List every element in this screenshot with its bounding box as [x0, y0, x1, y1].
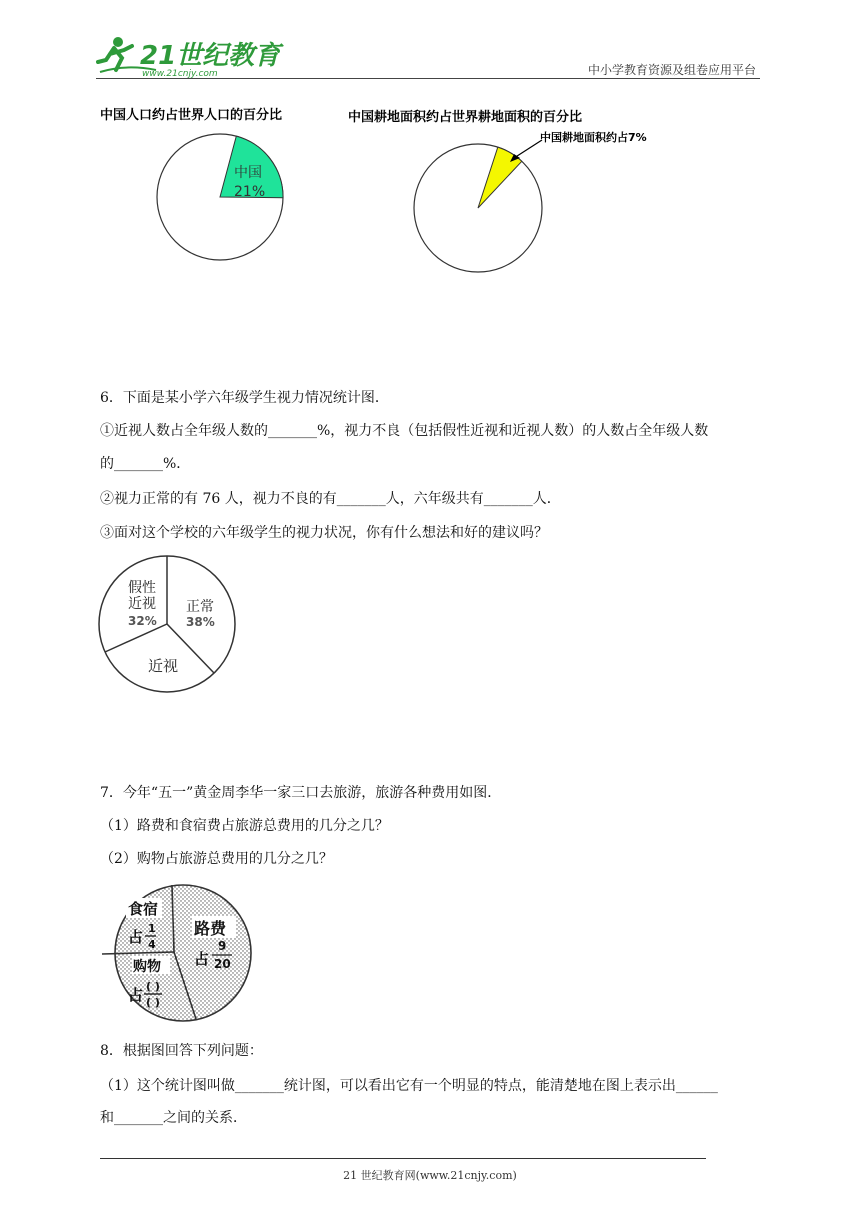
chart-caption-population: 中国人口约占世界人口的百分比	[100, 108, 283, 123]
svg-text:21世纪教育: 21世纪教育	[140, 41, 281, 71]
q8-line2: 和_______之间的关系．	[100, 1110, 247, 1126]
label-jinshi: 近视	[148, 657, 179, 675]
q6-line4: ③面对这个学校的六年级学生的视力状况，你有什么想法和好的建议吗？	[100, 525, 548, 541]
label-zhengchang-pct: 38%	[186, 615, 215, 629]
label-lufei: 路费	[194, 919, 227, 938]
chart-caption-farmland: 中国耕地面积约占世界耕地面积的百分比	[348, 110, 583, 125]
farmland-pie-chart	[410, 124, 680, 274]
q7-title: 7．今年“五一”黄金周李华一家三口去旅游，旅游各种费用如图．	[100, 785, 502, 801]
frac-gouwu-num: ( )	[146, 980, 160, 993]
label-zhengchang: 正常	[186, 599, 214, 615]
vision-pie-chart	[96, 555, 242, 697]
header-divider	[96, 78, 760, 79]
q6-line3: ②视力正常的有 76 人，视力不良的有_______人，六年级共有_______人．	[100, 491, 561, 507]
svg-text:www.21cnjy.com: www.21cnjy.com	[142, 69, 218, 79]
footer-text: 21 世纪教育网(www.21cnjy.com)	[343, 1169, 517, 1182]
q6-line1: ①近视人数占全年级人数的_______%，视力不良（包括假性近视和近视人数）的人数占全年级人数	[100, 423, 709, 439]
population-pie-chart	[150, 130, 300, 274]
q8-title: 8．根据图回答下列问题：	[100, 1043, 263, 1059]
label-shisu-zhan: 占	[128, 928, 144, 946]
label-gouwu: 购物	[133, 959, 161, 975]
q6-title: 6．下面是某小学六年级学生视力情况统计图．	[100, 390, 389, 406]
label-jiaxing-1: 假性	[128, 580, 156, 596]
frac-shisu-num: 1	[148, 922, 156, 935]
q6-line2: 的_______%．	[100, 456, 191, 472]
label-jiaxing-2: 近视	[128, 596, 156, 612]
q7-q2: （2）购物占旅游总费用的几分之几？	[100, 851, 333, 867]
q8-line1: （1）这个统计图叫做_______统计图，可以看出它有一个明显的特点，能清楚地在图上表示出______	[100, 1078, 718, 1094]
footer-divider	[100, 1158, 706, 1159]
q7-q1: （1）路费和食宿费占旅游总费用的几分之几？	[100, 818, 389, 834]
slice-value-china: 21%	[234, 184, 266, 200]
frac-lufei-num: 9	[218, 939, 227, 953]
annotation-label: 中国耕地面积约占7%	[540, 131, 647, 144]
label-shisu: 食宿	[128, 900, 159, 918]
annotation-arrow	[514, 140, 542, 158]
label-jiaxing-pct: 32%	[128, 614, 157, 628]
frac-gouwu-den: ( )	[146, 996, 160, 1009]
travel-cost-pie-chart	[98, 882, 270, 1028]
label-lufei-zhan: 占	[194, 950, 210, 968]
frac-shisu-den: 4	[148, 938, 156, 951]
platform-name: 中小学教育资源及组卷应用平台	[587, 63, 756, 77]
slice-label-china: 中国	[234, 165, 262, 181]
label-gouwu-zhan: 占	[128, 986, 144, 1004]
site-logo	[96, 34, 281, 80]
frac-lufei-den: 20	[214, 957, 231, 971]
